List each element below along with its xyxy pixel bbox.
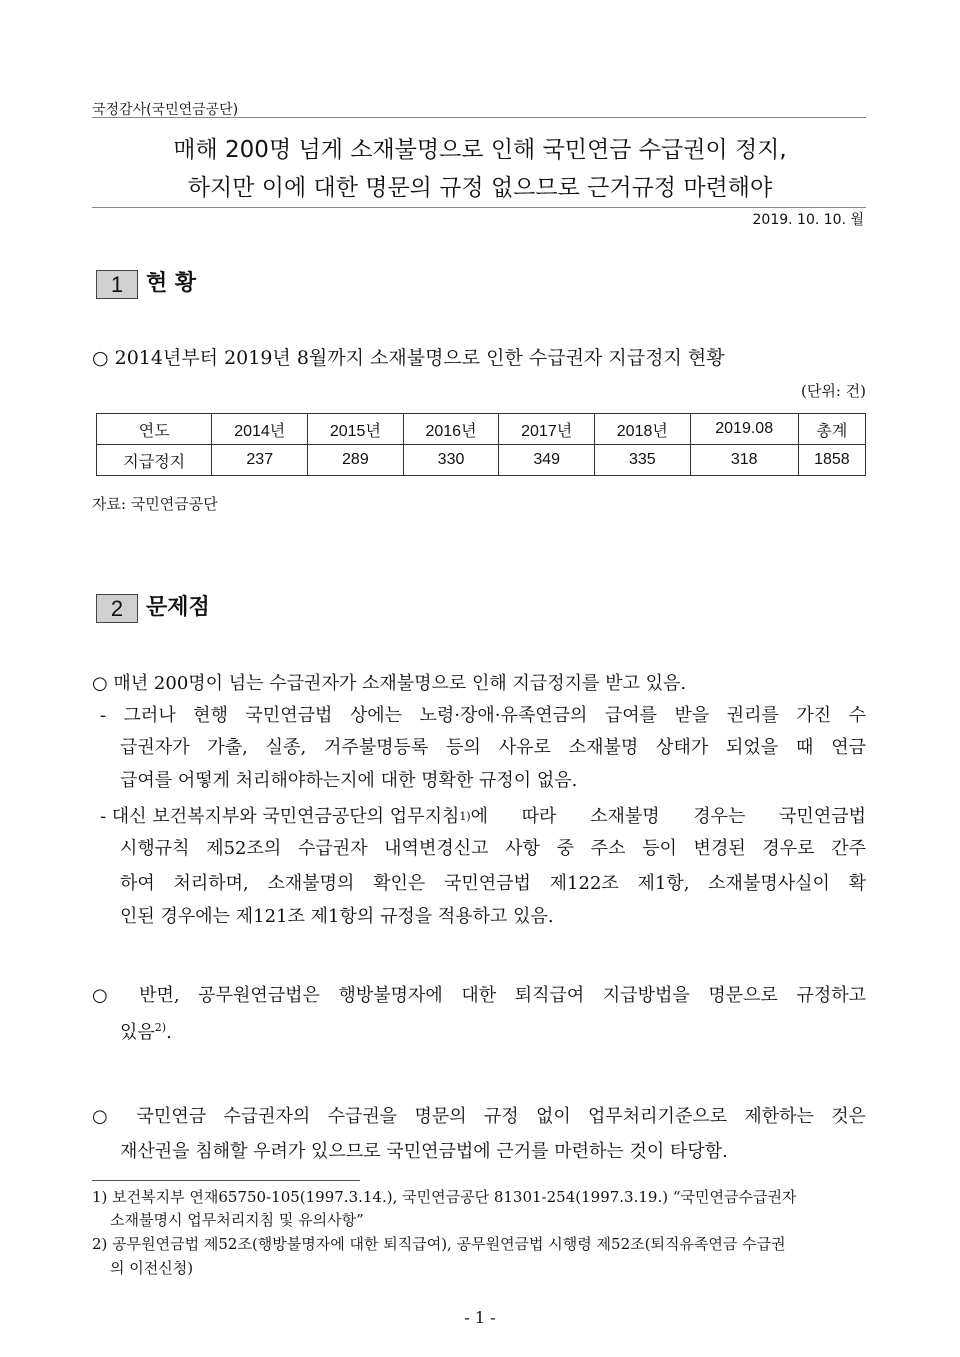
table-cell: 1858 (798, 445, 865, 476)
footnote-ref-2: 2) (154, 1021, 167, 1034)
table-cell: 349 (499, 445, 595, 476)
table-source: 자료: 국민연금공단 (92, 495, 218, 513)
paragraph-line: 재산권을 침해할 우려가 있으므로 국민연금법에 근거를 마련하는 것이 타당함. (120, 1141, 728, 1162)
table-row (97, 445, 866, 476)
paragraph-line: ○ 반면, 공무원연금법은 행방불명자에 대한 퇴직급여 지급방법을 명문으로 규정하고 (92, 985, 866, 1006)
section-1-title: 현 황 (146, 271, 197, 296)
paragraph-line (100, 805, 866, 829)
table-cell: 237 (212, 445, 308, 476)
paragraph-line (120, 1016, 172, 1045)
paragraph-line: 급여를 어떻게 처리해야하는지에 대한 명확한 규정이 없음. (120, 770, 578, 791)
suspension-table (96, 413, 866, 476)
paragraph-text: 있음 (120, 1022, 155, 1043)
table-header-cell: 총계 (798, 414, 865, 445)
footnote-1-line-1: 1) 보건복지부 연재65750-105(1997.3.14.), 국민연금공단 81301-254(1997.3.19.) “국민연금수급권자 (92, 1188, 797, 1206)
paragraph-line: 인된 경우에는 제121조 제1항의 규정을 적용하고 있음. (120, 906, 554, 927)
footnote-1-line-2: 소재불명시 업무처리지침 및 유의사항” (110, 1211, 364, 1229)
paragraph-line: ○ 국민연금 수급권자의 수급권을 명문의 규정 없이 업무처리기준으로 제한하는 것은 (92, 1106, 866, 1127)
section-1-number: 1 (96, 270, 138, 299)
title-line-1: 매해 200명 넘게 소재불명으로 인해 국민연금 수급권이 정지, (173, 137, 787, 163)
document-date: 2019. 10. 10. 월 (752, 212, 864, 228)
paragraph-line: ○ 매년 200명이 넘는 수급권자가 소재불명으로 인해 지급정지를 받고 있음. (92, 673, 687, 694)
table-header-row (97, 414, 866, 445)
table-header-cell: 2018년 (594, 414, 690, 445)
header-divider (92, 117, 866, 118)
table-unit: (단위: 건) (801, 382, 866, 400)
table-header-cell: 2019.08 (690, 414, 798, 445)
footnote-2-line-1: 2) 공무원연금법 제52조(행방불명자에 대한 퇴직급여), 공무원연금법 시행령 제52조(퇴직유족연금 수급권 (92, 1235, 786, 1253)
footnote-2-line-2: 의 이전신청) (110, 1259, 194, 1277)
table-cell: 지급정지 (97, 445, 212, 476)
table-header-cell: 2014년 (212, 414, 308, 445)
paragraph-line: 시행규칙 제52조의 수급권자 내역변경신고 사항 중 주소 등이 변경된 경우로 간주 (120, 838, 866, 859)
table-header-cell: 연도 (97, 414, 212, 445)
footnote-ref-1: 1) (459, 810, 471, 823)
title-line-2: 하지만 이에 대한 명문의 규정 없으므로 근거규정 마련해야 (187, 175, 773, 201)
table-cell: 318 (690, 445, 798, 476)
section-1-bullet: ○ 2014년부터 2019년 8월까지 소재불명으로 인한 수급권자 지급정지 현황 (92, 347, 725, 369)
paragraph-line: - 그러나 현행 국민연금법 상에는 노령·장애·유족연금의 급여를 받을 권리를 가진 수 (100, 705, 866, 726)
paragraph-line: 하여 처리하며, 소재불명의 확인은 국민연금법 제122조 제1항, 소재불명사실이 확 (120, 873, 866, 894)
title-divider (92, 207, 866, 208)
table-header-cell: 2016년 (403, 414, 499, 445)
paragraph-text: - 대신 보건복지부와 국민연금공단의 업무지침 (100, 806, 460, 827)
paragraph-text: 에 따라 소재불명 경우는 국민연금법 (470, 806, 866, 827)
paragraph-text: . (166, 1022, 172, 1043)
section-2-number: 2 (96, 594, 138, 623)
table-cell: 289 (308, 445, 404, 476)
table-cell: 335 (594, 445, 690, 476)
table-cell: 330 (403, 445, 499, 476)
table-header-cell: 2015년 (308, 414, 404, 445)
section-2-title: 문제점 (146, 595, 210, 620)
page-number: - 1 - (464, 1308, 496, 1327)
table-header-cell: 2017년 (499, 414, 595, 445)
footnote-divider (92, 1180, 360, 1181)
paragraph-line: 급권자가 가출, 실종, 거주불명등록 등의 사유로 소재불명 상태가 되었을 때 연금 (120, 737, 866, 758)
document-header-label: 국정감사(국민연금공단) (92, 102, 239, 118)
